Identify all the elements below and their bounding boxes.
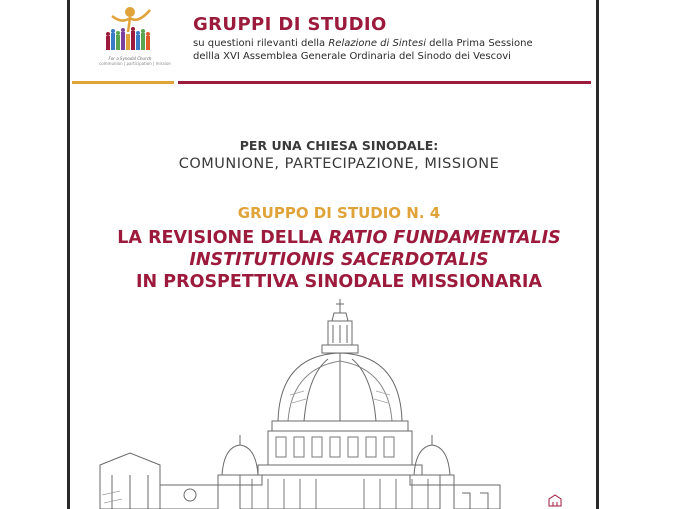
header-line1-italic: Relazione di Sintesi xyxy=(328,38,426,49)
group-number-label: GRUPPO DI STUDIO N. 4 xyxy=(237,204,441,222)
logo-caption xyxy=(99,56,171,66)
header-title: GRUPPI DI STUDIO xyxy=(193,14,387,35)
header-line1-suffix: della Prima Sessione xyxy=(426,38,533,49)
subheading-line2: COMUNIONE, PARTECIPAZIONE, MISSIONE xyxy=(178,156,500,172)
group-title-line1-italic: RATIO FUNDAMENTALIS xyxy=(328,228,561,248)
header-line1-prefix: su questioni rilevanti della xyxy=(193,38,329,49)
group-title-line1-prefix: LA REVISIONE DELLA xyxy=(117,228,329,248)
group-title-line3: IN PROSPETTIVA SINODALE MISSIONARIA xyxy=(136,272,542,292)
header-subtitle-line1 xyxy=(193,38,533,49)
logo-caption-line2: communion | participation | mission xyxy=(99,61,171,66)
header-rule-red xyxy=(178,81,591,84)
corner-stamp-icon xyxy=(547,494,563,508)
header-subtitle-line2: dellla XVI Assemblea Generale Ordinaria del Sinodo dei Vescovi xyxy=(193,51,511,62)
header-rule-orange xyxy=(72,81,174,84)
group-title-line1 xyxy=(70,227,608,249)
logo-caption-line1: For a Synodal Church xyxy=(108,56,152,61)
group-title-line2: INSTITUTIONIS SACERDOTALIS xyxy=(189,250,489,270)
synod-logo-icon xyxy=(99,2,171,66)
subheading-line1: PER UNA CHIESA SINODALE: xyxy=(239,138,439,153)
st-peters-basilica-sketch-icon xyxy=(90,295,510,509)
